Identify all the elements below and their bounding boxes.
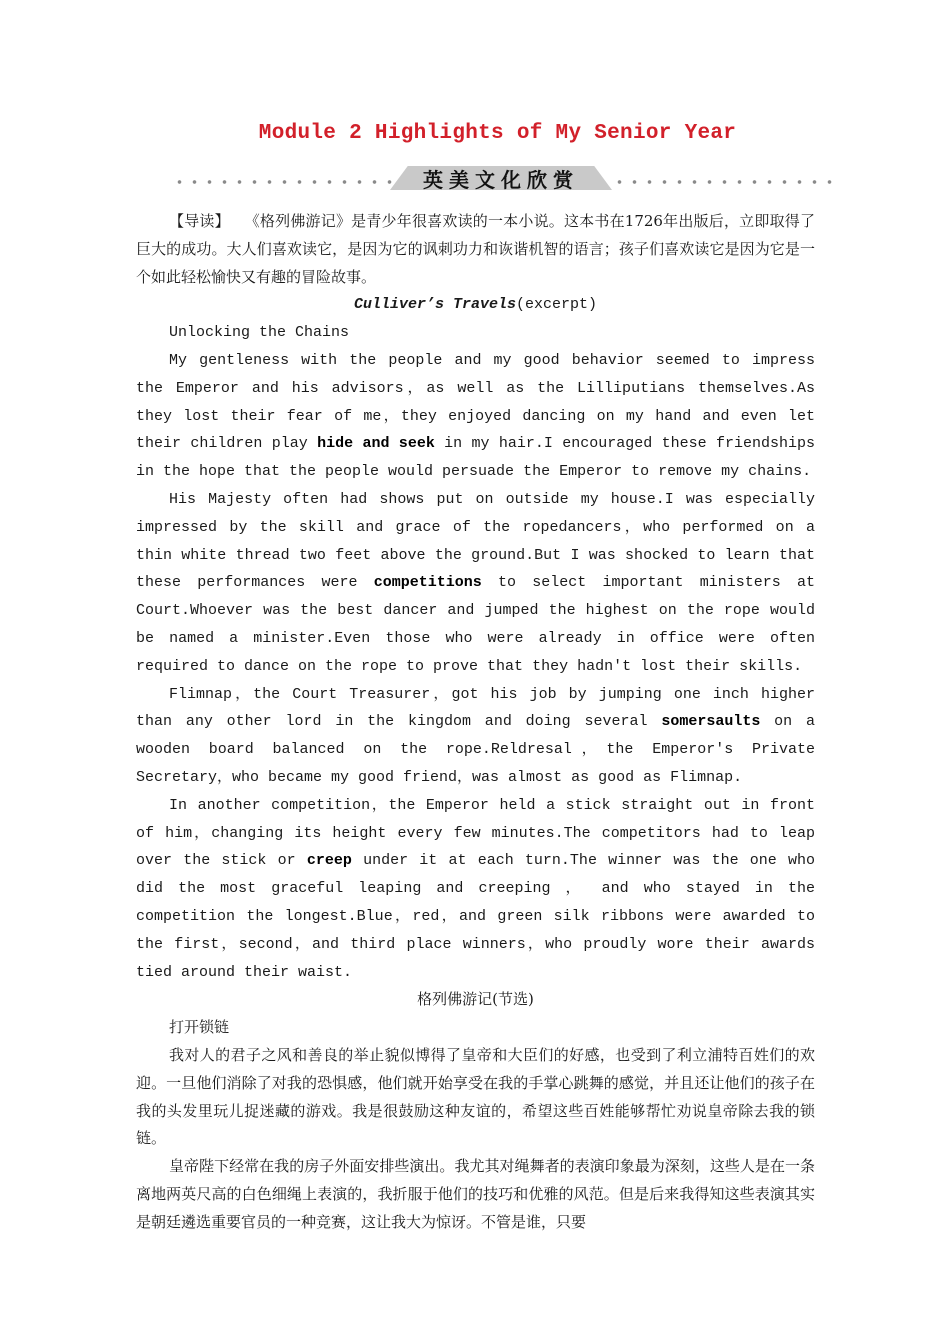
text-run: My gentleness with the people and my good behavior seemed to impress the Emperor and his advisors，as well as the Lilliputians themselves.As they lost their fear of me，they enjoyed dancing on my hand and even let their children play [136,351,815,453]
keyword-creep: creep [306,852,352,870]
book-title-suffix: (excerpt) [516,296,598,314]
english-paragraph-3 [136,681,815,792]
english-chapter-heading: Unlocking the Chains [169,324,350,342]
chinese-paragraph-1: 我对人的君子之风和善良的举止貌似博得了皇帝和大臣们的好感，也受到了利立浦特百姓们的欢迎。一旦他们消除了对我的恐惧感，他们就开始享受在我的手掌心跳舞的感觉，并且还让他们的孩子在我的头发里玩儿捉迷藏的游戏。我是很鼓励这种友谊的，希望这些百姓能够帮忙劝说皇帝除去我的锁链。 [136,1045,815,1148]
keyword-competitions: competitions [373,574,482,592]
english-paragraph-1 [136,347,815,486]
english-paragraph-4 [136,792,815,987]
english-title [136,291,815,319]
text-run: In another competition，the Emperor held a stick straight out in front of him，changing its height every few minutes.The competitors had to leap over the stick or [136,796,815,870]
intro-tag: 【导读】 [169,212,230,230]
text-run: to select important ministers at Court.Whoever was the best dancer and jumped the highest on the rope would be named a minister.Even those who were already in office were often required to dance on the rope to prove that they hadn't lost their skills. [136,574,815,675]
text-run: on a wooden board balanced on the rope.Reldresal，the Emperor's Private Secretary，who became my good friend，was almost as good as Flimnap. [136,713,815,786]
keyword-somersaults: somersaults [661,713,761,731]
banner-label: 英美文化欣赏 [423,168,579,192]
keyword-hide-and-seek: hide and seek [317,435,435,453]
chinese-title: 格列佛游记(节选) [417,990,534,1009]
intro-paragraph [136,208,815,291]
text-run: His Majesty often had shows put on outside my house.I was especially impressed by the skill and grace of the ropedancers，who performed on a thin white thread two feet above the ground.But I was shocked to learn that these performances were [136,490,815,592]
article-body [136,208,815,1236]
section-banner [172,166,840,192]
banner-dots-left [172,179,397,185]
english-paragraph-2 [136,486,815,681]
banner-dots-right [612,179,840,185]
chinese-chapter-heading: 打开锁链 [169,1018,230,1037]
book-title: Culliver’s Travels [353,296,516,314]
intro-text: 《格列佛游记》是青少年很喜欢读的一本小说。这本书在1726年出版后，立即取得了巨大的成功。大人们喜欢读它，是因为它的讽刺功力和诙谐机智的语言；孩子们喜欢读它是因为它是一个如此轻松愉快又有趣的冒险故事。 [136,212,815,286]
text-run: under it at each turn.The winner was the one who did the most graceful leaping and creeping ， and who stayed in the competition the longest.Blue，red，and green silk ribbons were awarded to the first，second，and third place winners，who proudly wore their awards tied around their waist. [136,852,816,981]
text-run: Flimnap，the Court Treasurer，got his job by jumping one inch higher than any other lord in the kingdom and doing several [136,685,815,731]
page-title: Module 2 Highlights of My Senior Year [258,122,737,145]
chinese-paragraph-2: 皇帝陛下经常在我的房子外面安排些演出。我尤其对绳舞者的表演印象最为深刻，这些人是在一条离地两英尺高的白色细绳上表演的，我折服于他们的技巧和优雅的风范。但是后来我得知这些表演其实是朝廷遴选重要官员的一种竞赛，这让我大为惊讶。不管是谁，只要 [136,1157,815,1231]
text-run: in my hair.I encouraged these friendships in the hope that the people would persuade the Emperor to remove my chains. [136,435,816,481]
